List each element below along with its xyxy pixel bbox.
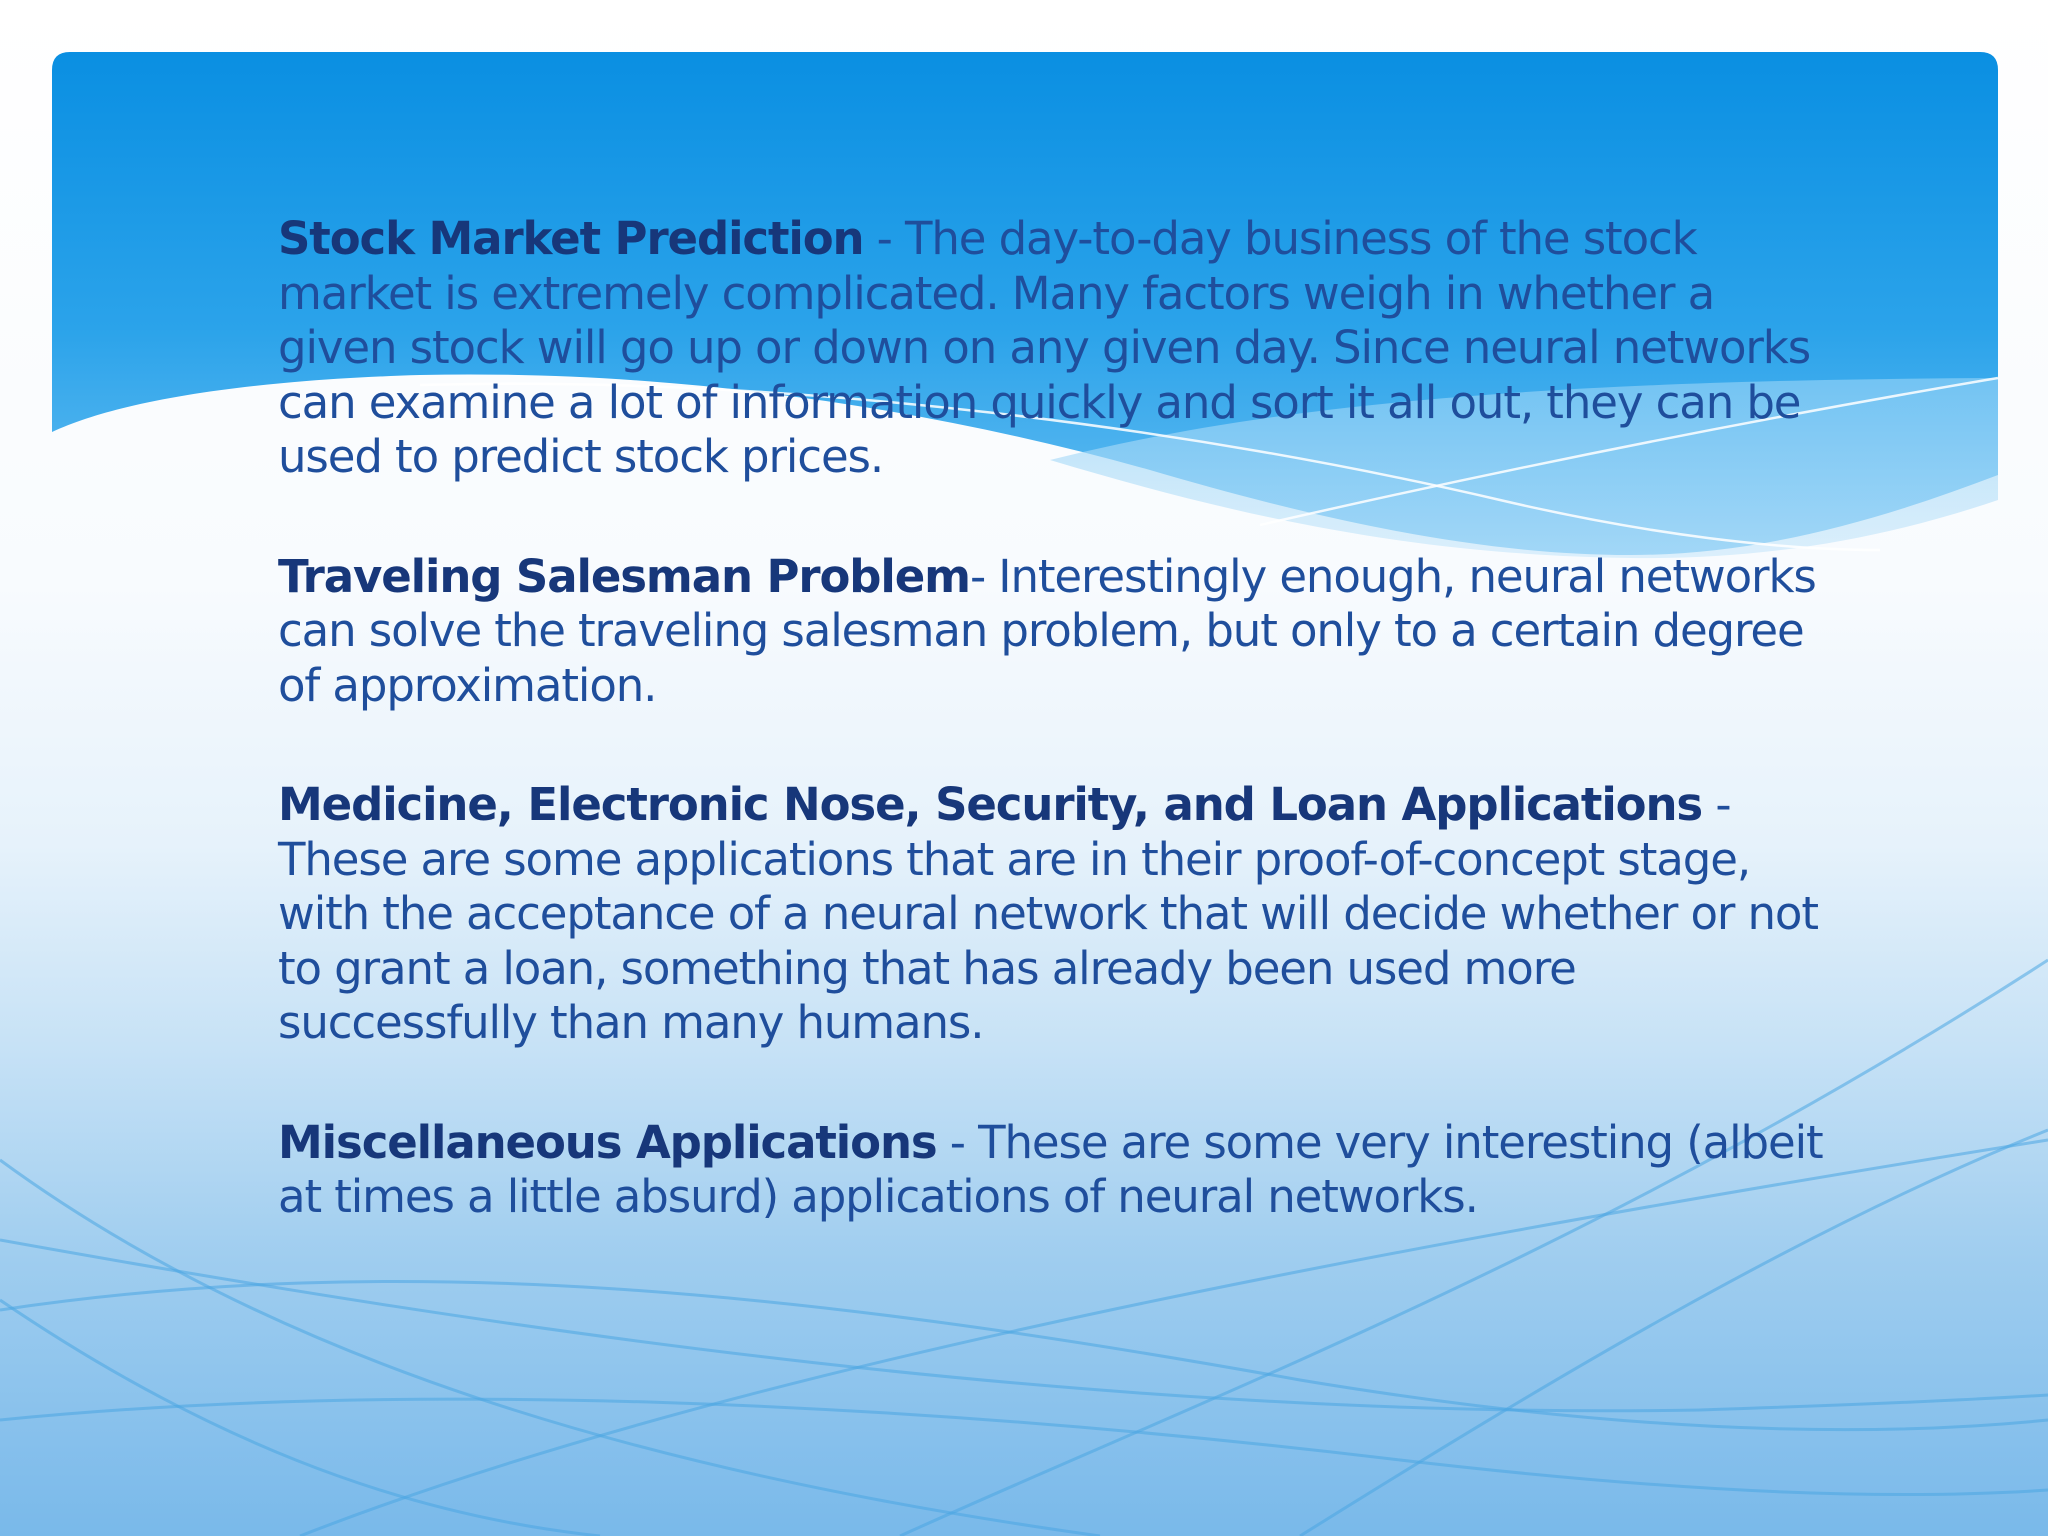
paragraph-traveling-salesman [278, 550, 1838, 714]
paragraph-body: - Interestingly enough, neural networks can solve the traveling salesman problem, but only to a certain degree of approximation. [278, 549, 1816, 712]
paragraph-heading: Miscellaneous Applications [278, 1115, 937, 1169]
slide-content [278, 212, 1838, 1290]
paragraph-medicine-applications [278, 778, 1838, 1051]
paragraph-miscellaneous-applications [278, 1116, 1838, 1225]
paragraph-body: - These are some applications that are in their proof-of-concept stage, with the acceptance of a neural network that will decide whether or not to grant a loan, something that has already been used more successfully than many humans. [278, 778, 1818, 1049]
paragraph-body: - The day-to-day business of the stock market is extremely complicated. Many factors weigh in whether a given stock will go up or down on any given day. Since neural networks can examine a lot of information quickly and sort it all out, they can be used to predict stock prices. [278, 212, 1811, 483]
paragraph-heading: Stock Market Prediction [278, 212, 864, 265]
paragraph-stock-market-prediction [278, 212, 1838, 485]
paragraph-heading: Traveling Salesman Problem [278, 549, 970, 603]
paragraph-heading: Medicine, Electronic Nose, Security, and Loan Applications [278, 778, 1703, 831]
paragraph-body: - These are some very interesting (albeit at times a little absurd) applications of neural networks. [278, 1115, 1823, 1223]
